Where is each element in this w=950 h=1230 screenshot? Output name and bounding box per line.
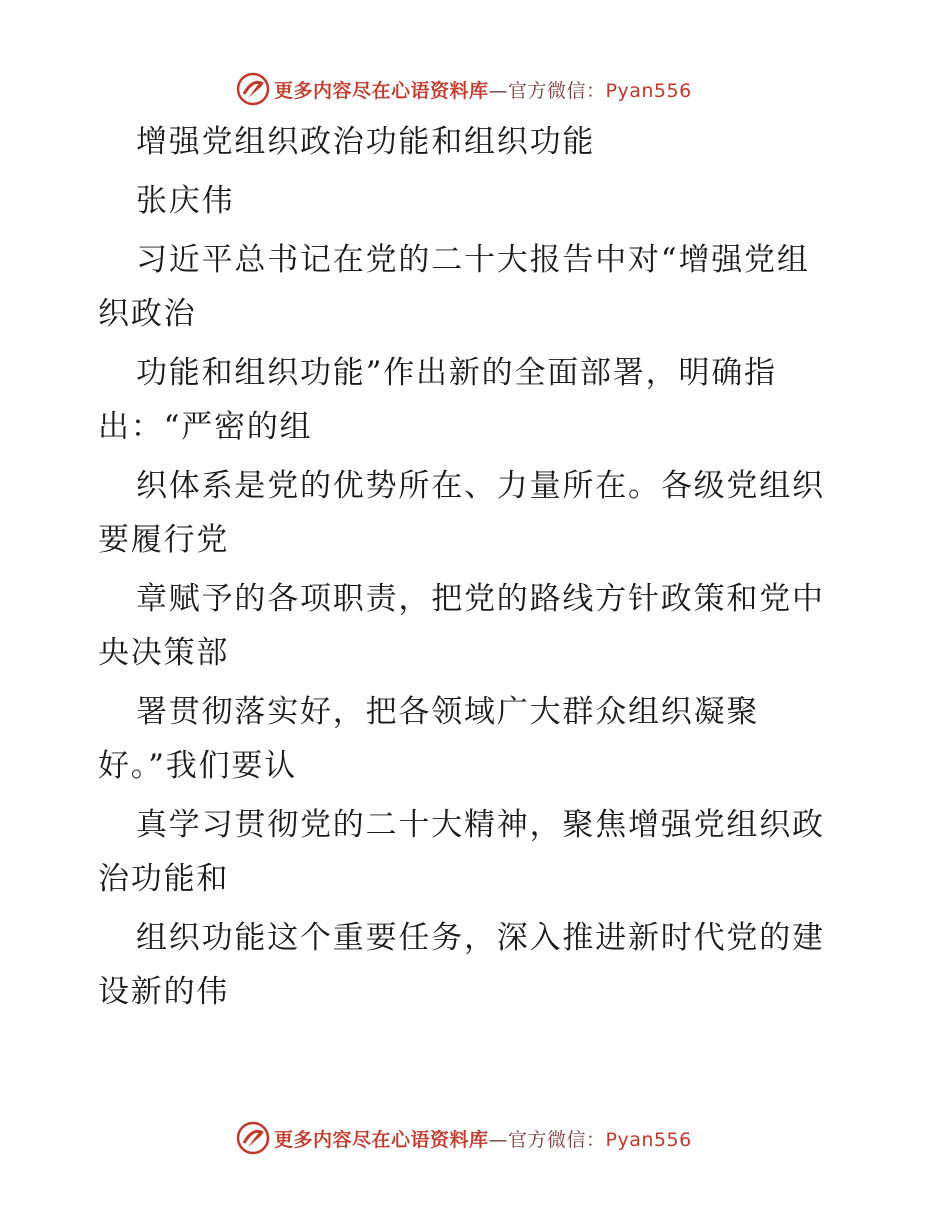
banner-lead: 更多内容尽在心语资料库	[274, 79, 489, 102]
banner-tail: —官方微信：	[488, 79, 606, 102]
text-line: 好。”我们要认	[98, 748, 297, 784]
text-line: 习近平总书记在党的二十大报告中对“增强党组	[136, 242, 810, 278]
text-line: 织政治	[98, 296, 197, 332]
banner-text	[274, 1125, 692, 1152]
text-line: 央决策部	[98, 635, 230, 671]
text-line: 真学习贯彻党的二十大精神，聚焦增强党组织政	[136, 807, 825, 843]
text-line: 署贯彻落实好，把各领域广大群众组织凝聚	[136, 694, 760, 730]
text-line: 出：“严密的组	[98, 409, 313, 445]
logo-icon	[236, 72, 270, 106]
footer-banner	[236, 1121, 692, 1155]
banner-text	[274, 76, 692, 103]
banner-id: Pyan556	[605, 1128, 692, 1151]
banner-lead: 更多内容尽在心语资料库	[274, 1128, 489, 1151]
text-line: 织体系是党的优势所在、力量所在。各级党组织	[136, 468, 825, 504]
text-line: 功能和组织功能”作出新的全面部署，明确指	[136, 355, 777, 391]
banner-id: Pyan556	[605, 79, 692, 102]
document-title: 增强党组织政治功能和组织功能	[136, 124, 596, 160]
author-name: 张庆伟	[136, 183, 235, 219]
document-body	[98, 122, 878, 1010]
text-line: 要履行党	[98, 522, 230, 558]
text-line: 章赋予的各项职责，把党的路线方针政策和党中	[136, 581, 825, 617]
text-line: 组织功能这个重要任务，深入推进新时代党的建	[136, 920, 825, 956]
logo-icon	[236, 1121, 270, 1155]
header-banner	[236, 72, 692, 106]
banner-tail: —官方微信：	[488, 1128, 606, 1151]
text-line: 治功能和	[98, 861, 230, 897]
text-line: 设新的伟	[98, 974, 230, 1010]
